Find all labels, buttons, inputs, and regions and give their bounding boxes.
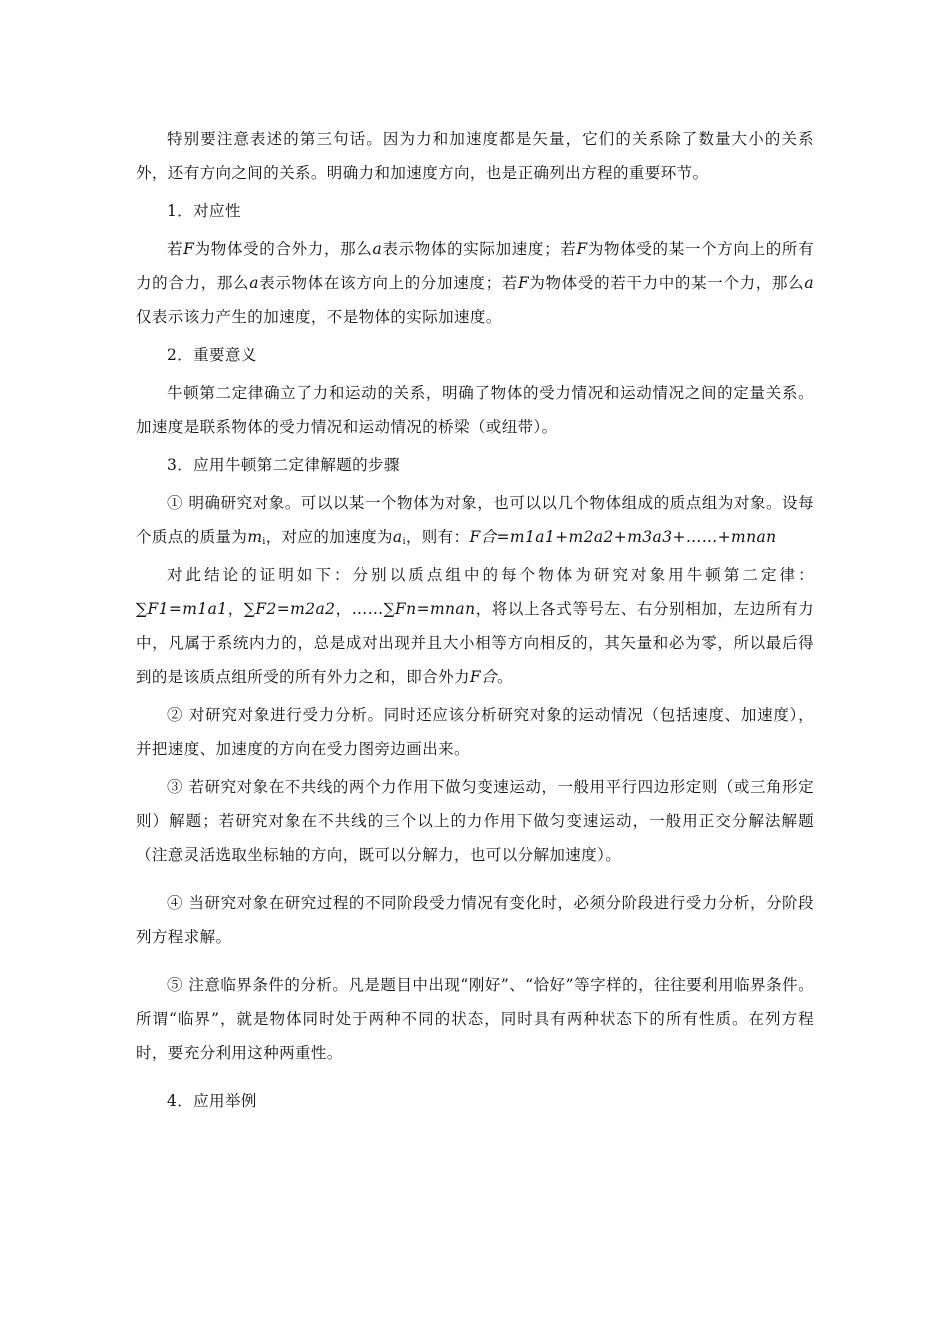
- step2-paragraph: ② 对研究对象进行受力分析。同时还应该分析研究对象的运动情况（包括速度、加速度），并把速度、加速度的方向在受力图旁边画出来。: [136, 706, 814, 758]
- section-heading-examples: 4．应用举例: [167, 1092, 257, 1110]
- step1-paragraph: ① 明确研究对象。可以以某一个物体为对象，也可以以几个物体组成的质点组为对象。设每个质点的质量为$m_i$，对应的加速度为$a_i$，则有：F合=m1a1+m2a2+m3a3+……+mnan: [136, 494, 814, 547]
- intro-paragraph: 特别要注意表述的第三句话。因为力和加速度都是矢量，它们的关系除了数量大小的关系外，还有方向之间的关系。明确力和加速度方向，也是正确列出方程的重要环节。: [136, 130, 814, 182]
- document-page: [136, 122, 814, 1118]
- significance-paragraph: 牛顿第二定律确立了力和运动的关系，明确了物体的受力情况和运动情况之间的定量关系。加速度是联系物体的受力情况和运动情况的桥梁（或纽带）。: [136, 384, 814, 436]
- equation-2: ∑F2=m2a2: [243, 600, 336, 618]
- step3-paragraph: ③ 若研究对象在不共线的两个力作用下做匀变速运动，一般用平行四边形定则（或三角形定则）解题；若研究对象在不共线的三个以上的力作用下做匀变速运动，一般用正交分解法解题（注意灵活选取坐标轴的方向，既可以分解力，也可以分解加速度）。: [136, 778, 814, 864]
- section-heading-correspondence: 1．对应性: [167, 202, 241, 220]
- equation-n: ∑Fn=mnan: [383, 600, 476, 618]
- section-heading-steps: 3．应用牛顿第二定律解题的步骤: [167, 456, 400, 474]
- equation-1: ∑F1=m1a1: [136, 600, 228, 618]
- center-of-mass-formula: F合=m1a1+m2a2+m3a3+……+mnan: [469, 528, 777, 546]
- section-heading-significance: 2．重要意义: [167, 346, 257, 364]
- proof-paragraph: 对此结论的证明如下：分别以质点组中的每个物体为研究对象用牛顿第二定律：∑F1=m1a1，∑F2=m2a2，……∑Fn=mnan，将以上各式等号左、右分别相加，左边所有力中，凡属于系统内力的，总是成对出现并且大小相等方向相反的，其矢量和必为零，所以最后得到的是该质点组所受的所有外力之和，即合外力F合。: [136, 566, 815, 686]
- step5-paragraph: ⑤ 注意临界条件的分析。凡是题目中出现“刚好”、“恰好”等字样的，往往要利用临界条件。所谓“临界”，就是物体同时处于两种不同的状态，同时具有两种状态下的所有性质。在列方程时，要充分利用这种两重性。: [136, 976, 814, 1062]
- step4-paragraph: ④ 当研究对象在研究过程的不同阶段受力情况有变化时，必须分阶段进行受力分析，分阶段列方程求解。: [136, 894, 814, 946]
- correspondence-paragraph: 若F为物体受的合外力，那么a表示物体的实际加速度；若F为物体受的某一个方向上的所有力的合力，那么a表示物体在该方向上的分加速度；若F为物体受的若干力中的某一个力，那么a仅表示该力产生的加速度，不是物体的实际加速度。: [136, 240, 814, 326]
